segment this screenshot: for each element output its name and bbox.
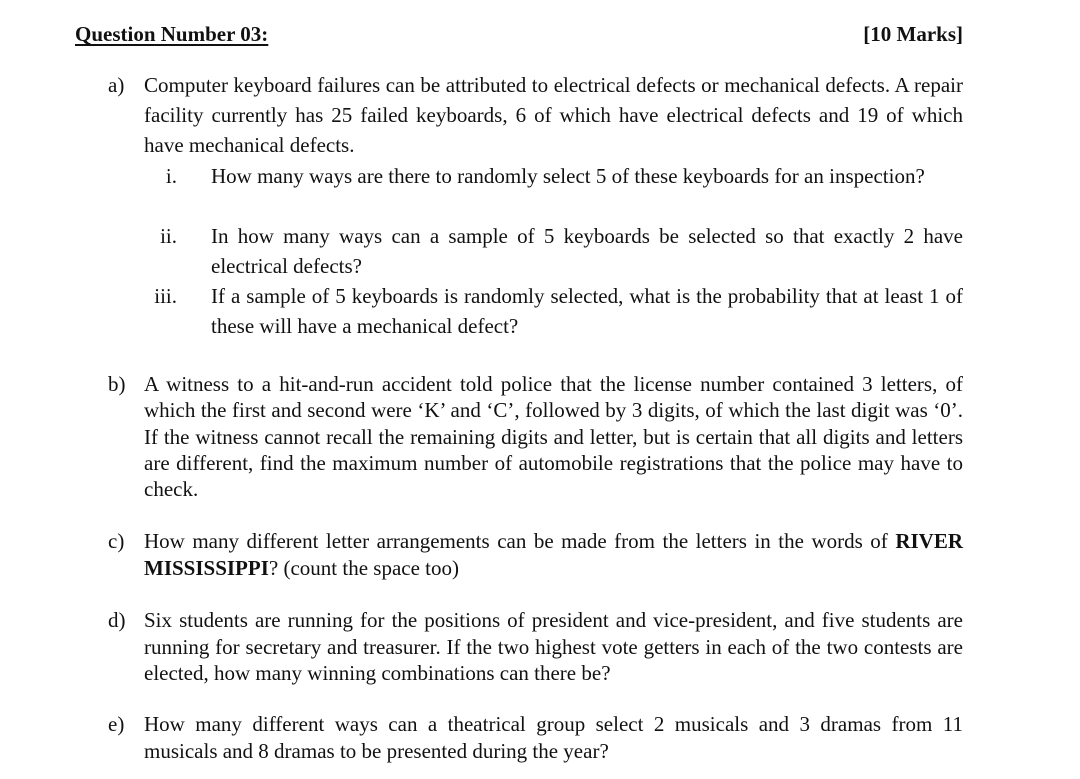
part-a-label: a) <box>108 73 125 97</box>
part-d-text: Six students are running for the positions of president and vice-president, and five students are running for secretary and treasurer. If the two highest vote getters in each of the two contests are elected, how many winning combinations can there be? <box>144 608 963 685</box>
part-b-text: A witness to a hit-and-run accident told police that the license number contained 3 letters, of which the first and second were ‘K’ and ‘C’, followed by 3 digits, of which the last digit was ‘0’. If the witness cannot recall the remaining digits and letter, but is certain that all digits and letters are different, find the maximum number of automobile registrations that the police may have to check. <box>144 372 963 502</box>
subpart-text: How many ways are there to randomly select 5 of these keyboards for an inspection? <box>211 164 925 188</box>
subpart-label: iii. <box>154 284 177 308</box>
part-c-label: c) <box>108 529 125 553</box>
subpart-label: i. <box>165 164 177 188</box>
part-d-label: d) <box>108 608 126 632</box>
part-c-text-before: How many different letter arrangements can be made from the letters in the words of <box>144 529 896 553</box>
question-title: Question Number 03: <box>75 22 269 46</box>
part-a-text: Computer keyboard failures can be attributed to electrical defects or mechanical defects. A repair facility currently has 25 failed keyboards, 6 of which have electrical defects and 19 of which have mechanical defects. <box>144 73 963 157</box>
subpart-label: ii. <box>160 224 177 248</box>
question-header <box>75 20 963 50</box>
subpart-text: In how many ways can a sample of 5 keyboards be selected so that exactly 2 have electrical defects? <box>211 224 963 278</box>
part-c-bold-words: RIVER MISSISSIPPI <box>144 529 963 580</box>
part-a <box>108 70 963 158</box>
part-e-text: How many different ways can a theatrical group select 2 musicals and 3 dramas from 11 musicals and 8 dramas to be presented during the year? <box>144 712 963 763</box>
subpart-text: If a sample of 5 keyboards is randomly selected, what is the probability that at least 1 of these will have a mechanical defect? <box>211 284 963 338</box>
part-b-label: b) <box>108 372 126 396</box>
part-e-label: e) <box>108 712 125 736</box>
part-c-text-after: ? (count the space too) <box>268 556 459 580</box>
part-c-text <box>144 528 963 582</box>
marks-label: [10 Marks] <box>863 22 963 46</box>
